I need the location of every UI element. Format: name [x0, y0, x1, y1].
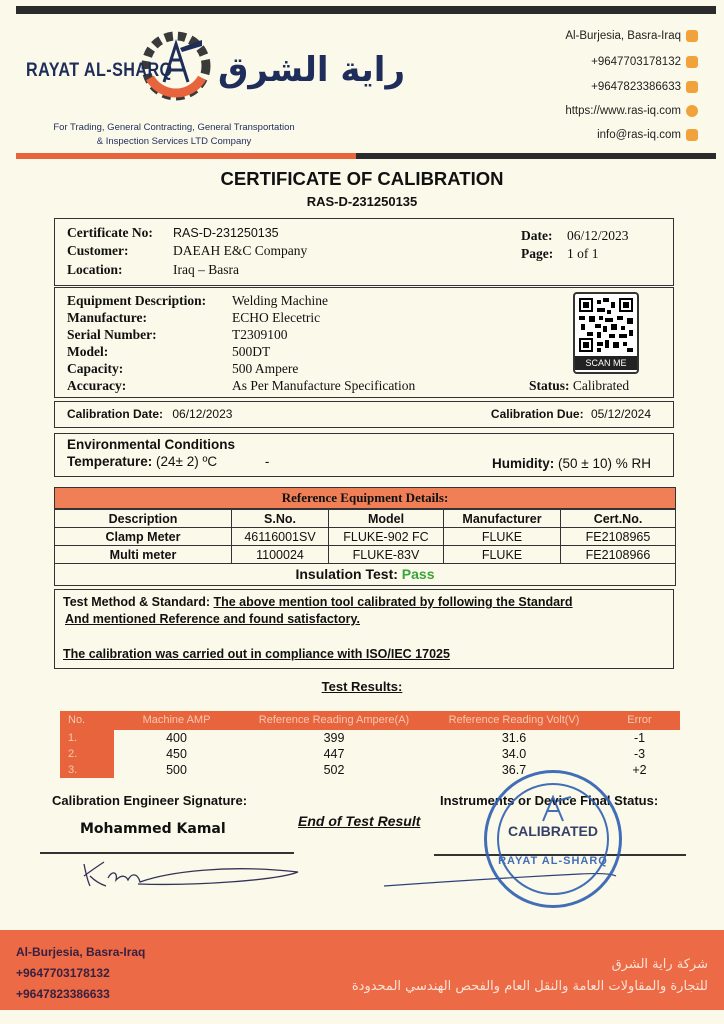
engineer-name: Mohammed Kamal [80, 821, 226, 837]
location-label: Location: [67, 262, 123, 277]
res-cell: +2 [632, 763, 647, 777]
engineer-signature-label: Calibration Engineer Signature: [52, 793, 248, 808]
test-method-line3: The calibration was carried out in compliance with ISO/IEC 17025 [63, 647, 450, 661]
res-cell: 31.6 [501, 731, 527, 745]
contact-address [565, 30, 698, 42]
ref-cell: Multi meter [55, 546, 232, 564]
cert-no-value: RAS-D-231250135 [173, 226, 279, 240]
page-value: 1 of 1 [567, 246, 599, 261]
tagline-line-1: For Trading, General Contracting, General Transportation [53, 122, 295, 133]
tagline-line-2: & Inspection Services LTD Company [96, 136, 252, 147]
results-header-row [60, 711, 680, 730]
calibration-date-label: Calibration Date: [67, 407, 164, 421]
date-label: Date: [521, 228, 553, 243]
res-cell: 500 [166, 763, 187, 777]
stamp-text: CALIBRATED [508, 823, 598, 839]
temperature-value: (24± 2) ºC [156, 454, 218, 469]
res-col-machine-amp: Machine AMP [142, 714, 211, 726]
test-method-line2: And mentioned Reference and found satisfactory. [65, 612, 360, 626]
engineer-signature [78, 858, 308, 895]
ref-cell: FE2108966 [561, 546, 676, 564]
ref-cell: FLUKE-83V [329, 546, 444, 564]
cert-no-label: Certificate No: [67, 225, 153, 240]
res-cell: 450 [166, 747, 187, 761]
phone-icon [686, 56, 698, 68]
model-value: 500DT [232, 344, 271, 359]
res-cell: 3. [60, 762, 114, 778]
ref-col-model: Model [329, 510, 444, 528]
table-row [60, 762, 680, 778]
reference-table [54, 509, 676, 564]
test-method-line1: The above mention tool calibrated by following the Standard [213, 595, 573, 609]
humidity-label: Humidity: [492, 456, 555, 471]
temperature-dash: - [264, 454, 270, 469]
top-bar [16, 6, 716, 14]
test-results-table [60, 711, 680, 778]
status-value: Calibrated [572, 378, 630, 393]
insulation-test [54, 564, 676, 586]
contact-mobile-text: +9647823386633 [591, 81, 681, 93]
ref-cell: 46116001SV [232, 528, 329, 546]
footer-address: Al-Burjesia, Basra-Iraq [16, 945, 146, 959]
company-name-en: RAYAT AL-SHARQ [26, 60, 173, 81]
temperature-label: Temperature: [67, 454, 153, 469]
customer-label: Customer: [67, 243, 129, 258]
calibrated-stamp [484, 770, 622, 908]
ref-col-manufacturer: Manufacturer [444, 510, 561, 528]
ref-cell: 1100024 [232, 546, 329, 564]
footer-phone-1: +9647703178132 [16, 966, 110, 980]
environment-box [54, 433, 674, 477]
reference-heading: Reference Equipment Details: [54, 487, 676, 509]
certificate-info-box [54, 218, 674, 286]
location-icon [686, 30, 698, 42]
contact-email[interactable] [597, 129, 698, 141]
stamp-ring-text: RAYAT AL-SHARQ [498, 855, 608, 867]
test-method-label: Test Method & Standard: [63, 595, 210, 609]
humidity-value: (50 ± 10) % RH [558, 456, 651, 471]
certificate-title: CERTIFICATE OF CALIBRATION [220, 168, 504, 189]
res-col-error: Error [627, 714, 652, 726]
company-name-ar: راية الشرق [218, 50, 406, 90]
insulation-label: Insulation Test: [295, 566, 398, 582]
email-link[interactable]: info@ras-iq.com [597, 129, 681, 141]
res-cell: 34.0 [501, 747, 527, 761]
test-method-box [54, 589, 674, 669]
final-status-label: Instruments or Device Final Status: [440, 793, 659, 808]
company-tagline [24, 121, 324, 149]
res-col-ref-ampere: Reference Reading Ampere(A) [258, 714, 410, 726]
end-of-results: End of Test Result [298, 813, 421, 829]
footer-arabic-line2: للتجارة والمقاولات العامة والنقل العام والفحص الهندسي المحدودة [351, 979, 708, 994]
capacity-value: 500 Ampere [232, 361, 299, 376]
equipment-box [54, 287, 674, 398]
insulation-value: Pass [401, 566, 435, 582]
capacity-label: Capacity: [67, 361, 124, 376]
test-results-heading: Test Results: [321, 679, 403, 694]
res-cell: 36.7 [501, 763, 527, 777]
reference-header-row [55, 510, 676, 528]
globe-icon [686, 105, 698, 117]
manufacture-value: ECHO Elecetric [232, 310, 321, 325]
ref-cell: FE2108965 [561, 528, 676, 546]
stamp-derrick-icon [533, 795, 573, 828]
table-row [60, 746, 680, 762]
contact-phone-text: +9647703178132 [591, 56, 681, 68]
ref-cell: FLUKE [444, 546, 561, 564]
footer [0, 930, 724, 1010]
res-cell: 2. [60, 746, 114, 762]
ref-col-cert-no: Cert.No. [561, 510, 676, 528]
ref-cell: FLUKE [444, 528, 561, 546]
res-cell: 400 [166, 731, 187, 745]
equipment-desc-value: Welding Machine [232, 293, 329, 308]
res-cell: 1. [60, 730, 114, 746]
contact-website[interactable] [565, 105, 698, 117]
mail-icon [686, 129, 698, 141]
ref-cell: FLUKE-902 FC [329, 528, 444, 546]
signature-line-left [40, 852, 294, 854]
res-cell: -1 [633, 731, 646, 745]
footer-arabic [352, 954, 708, 998]
footer-contacts [16, 942, 145, 1005]
res-cell: 502 [323, 763, 345, 777]
certificate-number-heading: RAS-D-231250135 [306, 194, 418, 209]
status-label: Status: [529, 378, 570, 393]
date-value: 06/12/2023 [567, 228, 629, 243]
environment-heading: Environmental Conditions [67, 437, 236, 452]
manufacture-label: Manufacture: [67, 310, 147, 325]
model-label: Model: [67, 344, 109, 359]
calibration-dates-box [54, 401, 674, 428]
contact-address-text: Al-Burjesia, Basra-Iraq [565, 30, 681, 42]
qr-code-icon [577, 296, 635, 354]
calibration-due-value: 05/12/2024 [590, 407, 651, 421]
accuracy-value: As Per Manufacture Specification [232, 378, 416, 393]
footer-phone-2: +9647823386633 [16, 987, 110, 1001]
table-row [55, 546, 676, 564]
res-cell: 447 [323, 747, 345, 761]
res-col-ref-volt: Reference Reading Volt(V) [448, 714, 580, 726]
res-cell: 399 [323, 731, 345, 745]
customer-value: DAEAH E&C Company [173, 243, 308, 258]
equipment-desc-label: Equipment Description: [67, 293, 207, 308]
table-row [60, 730, 680, 746]
ref-cell: Clamp Meter [55, 528, 232, 546]
location-value: Iraq – Basra [173, 262, 239, 277]
res-col-no: No. [68, 714, 86, 726]
ref-col-serial: S.No. [232, 510, 329, 528]
calibration-due-label: Calibration Due: [490, 407, 584, 421]
reference-equipment-section [54, 487, 676, 586]
header-rule-dark [356, 153, 716, 159]
table-row [55, 528, 676, 546]
scan-me-label: SCAN ME [575, 356, 637, 370]
header-rule-orange [16, 153, 356, 159]
serial-value: T2309100 [232, 327, 288, 342]
mobile-icon [686, 81, 698, 93]
website-link[interactable]: https://www.ras-iq.com [565, 105, 681, 117]
serial-label: Serial Number: [67, 327, 157, 342]
footer-arabic-line1: شركة راية الشرق [611, 957, 708, 972]
accuracy-label: Accuracy: [67, 378, 127, 393]
page-label: Page: [521, 246, 554, 261]
contact-phone [591, 56, 698, 68]
calibration-date-value: 06/12/2023 [172, 407, 233, 421]
qr-code[interactable] [573, 292, 639, 374]
res-cell: -3 [633, 747, 646, 761]
ref-col-description: Description [55, 510, 232, 528]
contact-mobile [591, 81, 698, 93]
